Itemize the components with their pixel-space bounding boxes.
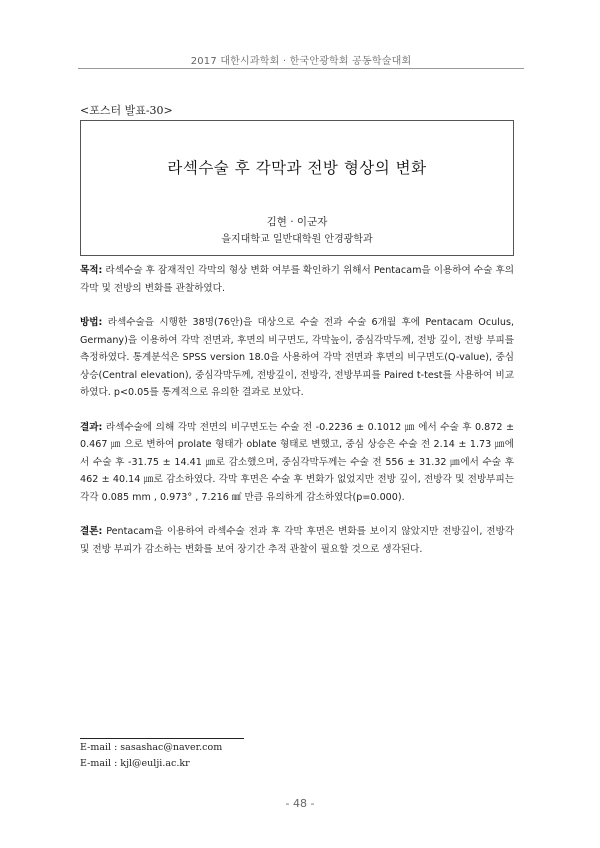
- conclusion-text: Pentacam을 이용하여 라섹수술 전과 후 각막 후면은 변화를 보이지 않았지만 전방깊이, 전방각 및 전방 부피가 감소하는 변화를 보여 장기간 추적 관찰이 필요할 것으로 생각된다.: [80, 526, 514, 555]
- methods-label: 방법:: [80, 317, 103, 328]
- email-1: E-mail : sasashac@naver.com: [80, 742, 223, 753]
- results-text: 라섹수술에 의해 각막 전면의 비구면도는 수술 전 -0.2236 ± 0.1012 ㎛ 에서 수술 후 0.872 ± 0.467 ㎛ 으로 변하여 prolate 형태가 oblate 형태로 변했고, 중심 상승은 수술 전 2.14 ± 1.73 ㎛에서 수술 후 -31.75 ± 14.41 ㎛로 감소했으며, 중심각막두께는 수술 전 556 ± 31.32 ㎛에서 수술 후 462 ± 40.14 ㎛로 감소하였다. 각막 후면은 수술 후 변화가 없었지만 전방 깊이, 전방각 및 전방부피는 각각 0.085 mm , 0.973° , 7.216 ㎣ 만큼 유의하게 감소하였다(p=0.000).: [80, 421, 514, 503]
- affiliation: 을지대학교 일반대학원 안경광학과: [221, 234, 373, 245]
- footnote-rule: [80, 738, 244, 739]
- conclusion-label: 결론:: [80, 526, 103, 537]
- purpose-label: 목적:: [80, 265, 103, 276]
- methods-text: 라섹수술을 시행한 38명(76안)을 대상으로 수술 전과 수술 6개월 후에 Pentacam Oculus, Germany)을 이용하여 각막 전면과, 후면의 비구면도, 각막높이, 중심각막두께, 전방 깊이, 전방 부피를 측정하였다. 통계분석은 SPSS version 18.0을 사용하여 각막 전면과 후면의 비구면도(Q-value), 중심 상승(Central elevation), 중심각막두께, 전방깊이, 전방각, 전방부피를 Paired t-test를 사용하여 비교하였다. p<0.05를 통계적으로 유의한 결과로 보았다.: [80, 317, 514, 398]
- page-number: - 48 -: [285, 797, 315, 810]
- email-2: E-mail : kjl@eulji.ac.kr: [80, 758, 190, 769]
- results-label: 결과:: [80, 421, 103, 433]
- methods-paragraph: [80, 314, 514, 402]
- poster-label: <포스터 발표-30>: [80, 104, 173, 117]
- header-rule: [78, 68, 524, 69]
- purpose-text: 라섹수술 후 잠재적인 각막의 형상 변화 여부를 확인하기 위해서 Pentacam을 이용하여 수술 후의 각막 및 전방의 변화를 관찰하였다.: [80, 265, 514, 294]
- results-paragraph: [80, 419, 514, 507]
- conference-header: 2017 대한시과학회 · 한국안광학회 공동학술대회: [190, 56, 412, 67]
- authors: 김현 · 이군자: [266, 216, 328, 228]
- title-box: [80, 120, 514, 256]
- paper-title: 라섹수술 후 각막과 전방 형상의 변화: [167, 159, 427, 177]
- abstract: [80, 262, 514, 575]
- purpose-paragraph: [80, 262, 514, 297]
- conclusion-paragraph: [80, 523, 514, 558]
